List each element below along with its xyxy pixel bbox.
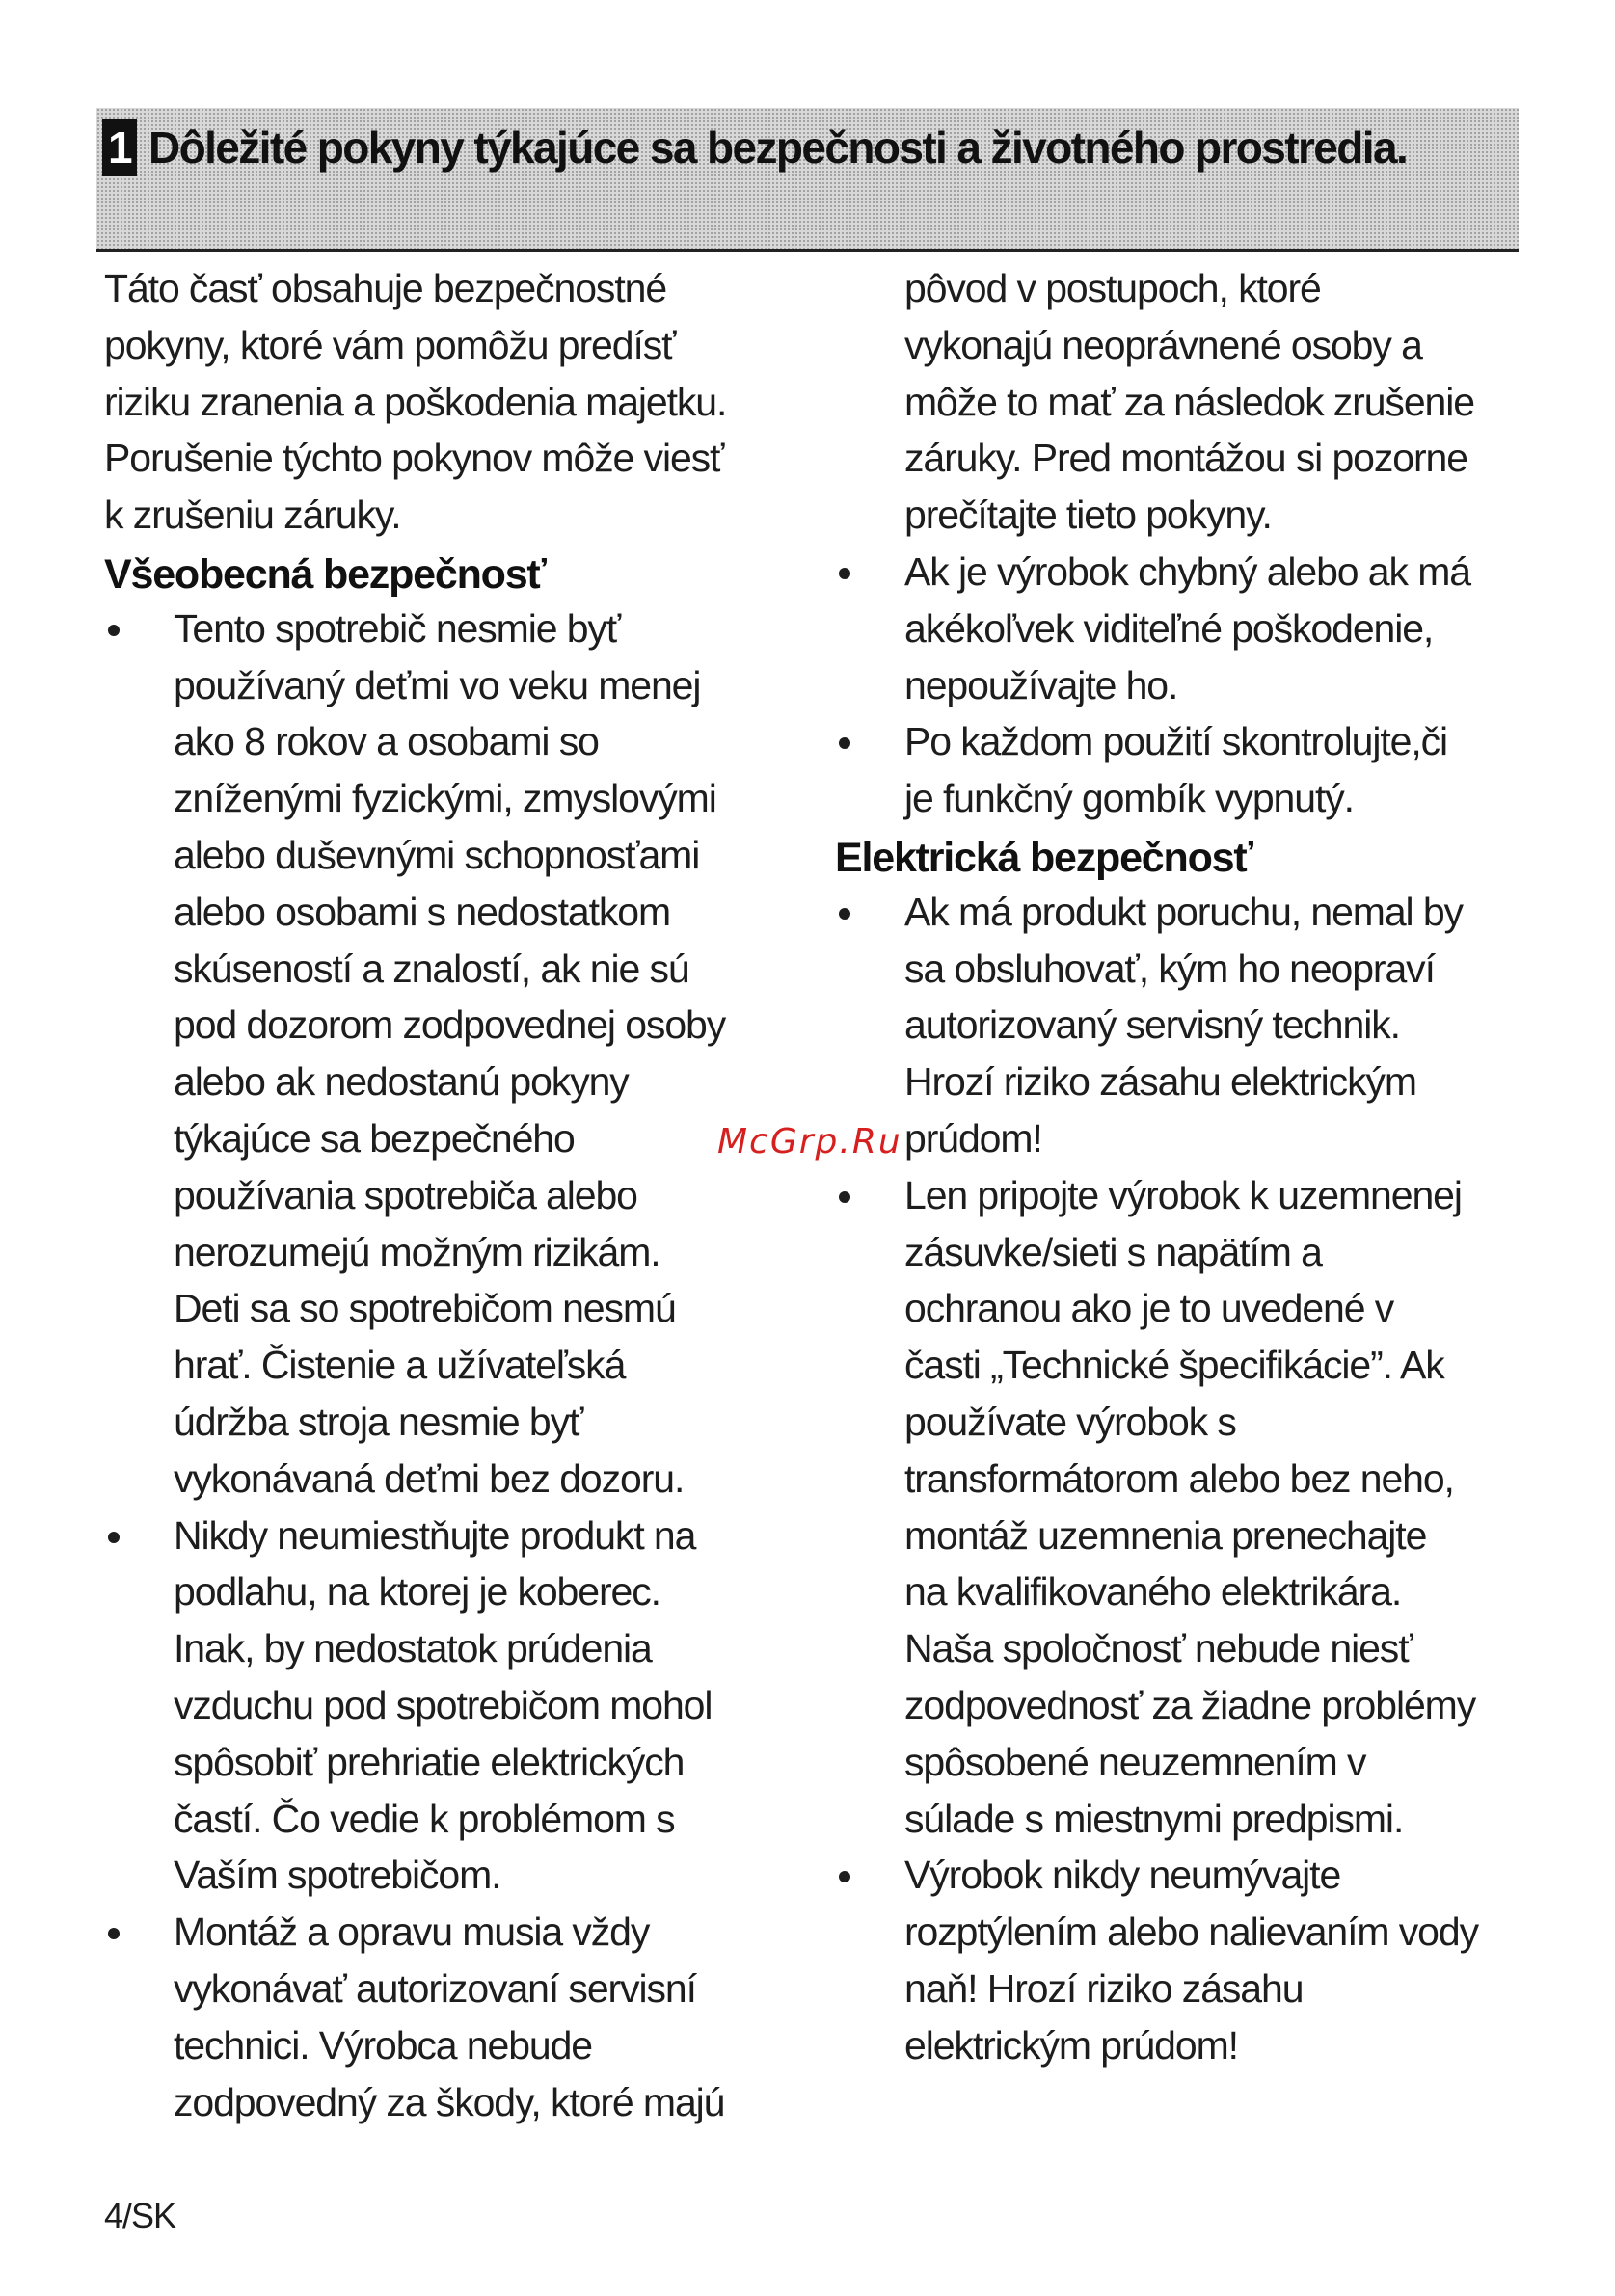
bullet-item-line: podlahu, na ktorej je koberec. — [174, 1569, 660, 1615]
chapter-title: Dôležité pokyny týkajúce sa bezpečnosti a životného prostredia. — [148, 122, 1408, 173]
bullet-item-line: alebo duševnými schopnosťami — [174, 832, 700, 877]
bullet-item-line: prúdom! — [904, 1115, 1042, 1161]
bullet-item-line: Naša spoločnosť nebude niesť — [904, 1626, 1413, 1671]
bullet-item-line: hrať. Čistenie a užívateľská — [174, 1343, 626, 1388]
bullet-item-line: naň! Hrozí riziko zásahu — [904, 1965, 1304, 2011]
page-title — [102, 114, 1407, 181]
bullet-item-line: Ak je výrobok chybný alebo ak má — [835, 544, 1529, 601]
bullet-item-line: nepoužívajte ho. — [904, 662, 1178, 707]
bullet-item-line: môže to mať za následok zrušenie — [904, 379, 1474, 424]
bullet-item-line: na kvalifikovaného elektrikára. — [904, 1569, 1402, 1615]
right-column — [835, 260, 1529, 2074]
bullet-item-line: elektrickým prúdom! — [904, 2022, 1238, 2068]
watermark-text: McGrp.Ru — [717, 1122, 902, 1161]
section-heading-electrical-safety: Elektrická bezpečnosť — [835, 834, 1252, 881]
bullet-item-line: spôsobené neuzemnením v — [904, 1739, 1366, 1784]
bullet-item-line: alebo ak nedostanú pokyny — [174, 1059, 629, 1105]
section-heading-general-safety: Všeobecná bezpečnosť — [104, 550, 546, 598]
bullet-item-line: Montáž a opravu musia vždy — [104, 1904, 818, 1961]
bullet-item-line: ako 8 rokov a osobami so — [174, 719, 599, 764]
bullet-item-line: technici. Výrobca nebude — [174, 2022, 593, 2068]
bullet-item-line: skúseností a znalostí, ak nie sú — [174, 946, 689, 991]
bullet-item-line: záruky. Pred montážou si pozorne — [904, 436, 1467, 481]
bullet-item-line: Inak, by nedostatok prúdenia — [174, 1626, 652, 1671]
bullet-item-line: montáž uzemnenia prenechajte — [904, 1512, 1427, 1558]
bullet-item-line: častí. Čo vedie k problémom s — [174, 1796, 675, 1841]
paragraph-line: pokyny, ktoré vám pomôžu predísť — [104, 322, 676, 367]
bullet-item-line: súlade s miestnymi predpismi. — [904, 1796, 1404, 1841]
bullet-item-line: pôvod v postupoch, ktoré — [904, 266, 1321, 310]
paragraph-line: riziku zranenia a poškodenia majetku. — [104, 379, 727, 424]
bullet-item-line: alebo osobami s nedostatkom — [174, 889, 671, 934]
bullet-item-line: autorizovaný servisný technik. — [904, 1002, 1400, 1048]
left-column — [104, 260, 818, 2130]
bullet-item-line: je funkčný gombík vypnutý. — [904, 776, 1354, 821]
bullet-item-line: vykonajú neoprávnené osoby a — [904, 322, 1422, 367]
bullet-item-line: vykonávaná deťmi bez dozoru. — [174, 1455, 685, 1501]
bullet-item-line: Vaším spotrebičom. — [174, 1853, 501, 1898]
bullet-item-line: používate výrobok s — [904, 1399, 1236, 1444]
bullet-item-line: zásuvke/sieti s napätím a — [904, 1229, 1322, 1274]
chapter-number-badge: 1 — [102, 119, 137, 176]
bullet-item-line: Hrozí riziko zásahu elektrickým — [904, 1059, 1416, 1105]
bullet-item-line: spôsobiť prehriatie elektrických — [174, 1739, 685, 1784]
bullet-item-line: údržba stroja nesmie byť — [174, 1399, 583, 1444]
bullet-item-line: prečítajte tieto pokyny. — [904, 493, 1272, 538]
bullet-item-line: ochranou ako je to uvedené v — [904, 1286, 1394, 1331]
bullet-item-line: zníženými fyzickými, zmyslovými — [174, 776, 716, 821]
bullet-item-line: vykonávať autorizovaní servisní — [174, 1965, 696, 2011]
bullet-item-line: pod dozorom zodpovednej osoby — [174, 1002, 726, 1048]
bullet-item-line: časti „Technické špecifikácie”. Ak — [904, 1343, 1444, 1388]
bullet-item-line: týkajúce sa bezpečného — [174, 1115, 575, 1161]
page-number: 4/SK — [104, 2196, 176, 2235]
paragraph-line: Táto časť obsahuje bezpečnostné — [104, 266, 667, 310]
bullet-item-line: Len pripojte výrobok k uzemnenej — [835, 1167, 1529, 1224]
bullet-item-line: zodpovednosť za žiadne problémy — [904, 1682, 1476, 1727]
bullet-item-line: zodpovedný za škody, ktoré majú — [174, 2079, 725, 2124]
paragraph-line: Porušenie týchto pokynov môže viesť — [104, 436, 724, 481]
bullet-item-line: Deti sa so spotrebičom nesmú — [174, 1286, 676, 1331]
bullet-item-line: vzduchu pod spotrebičom mohol — [174, 1682, 713, 1727]
bullet-item-line: používania spotrebiča alebo — [174, 1172, 637, 1217]
bullet-item-line: Nikdy neumiestňujte produkt na — [104, 1508, 818, 1564]
paragraph-line: k zrušeniu záruky. — [104, 493, 401, 538]
bullet-item-line: Tento spotrebič nesmie byť — [104, 601, 818, 657]
bullet-item-line: Ak má produkt poruchu, nemal by — [835, 884, 1529, 941]
bullet-item-line: rozptýlením alebo nalievaním vody — [904, 1909, 1478, 1955]
bullet-item-line: akékoľvek viditeľné poškodenie, — [904, 605, 1434, 651]
bullet-item-line: Po každom použití skontrolujte,či — [835, 713, 1529, 770]
bullet-item-line: transformátorom alebo bez neho, — [904, 1455, 1454, 1501]
bullet-item-line: používaný deťmi vo veku menej — [174, 662, 701, 707]
bullet-item-line: nerozumejú možným rizikám. — [174, 1229, 660, 1274]
bullet-item-line: sa obsluhovať, kým ho neopraví — [904, 946, 1435, 991]
bullet-item-line: Výrobok nikdy neumývajte — [835, 1847, 1529, 1904]
